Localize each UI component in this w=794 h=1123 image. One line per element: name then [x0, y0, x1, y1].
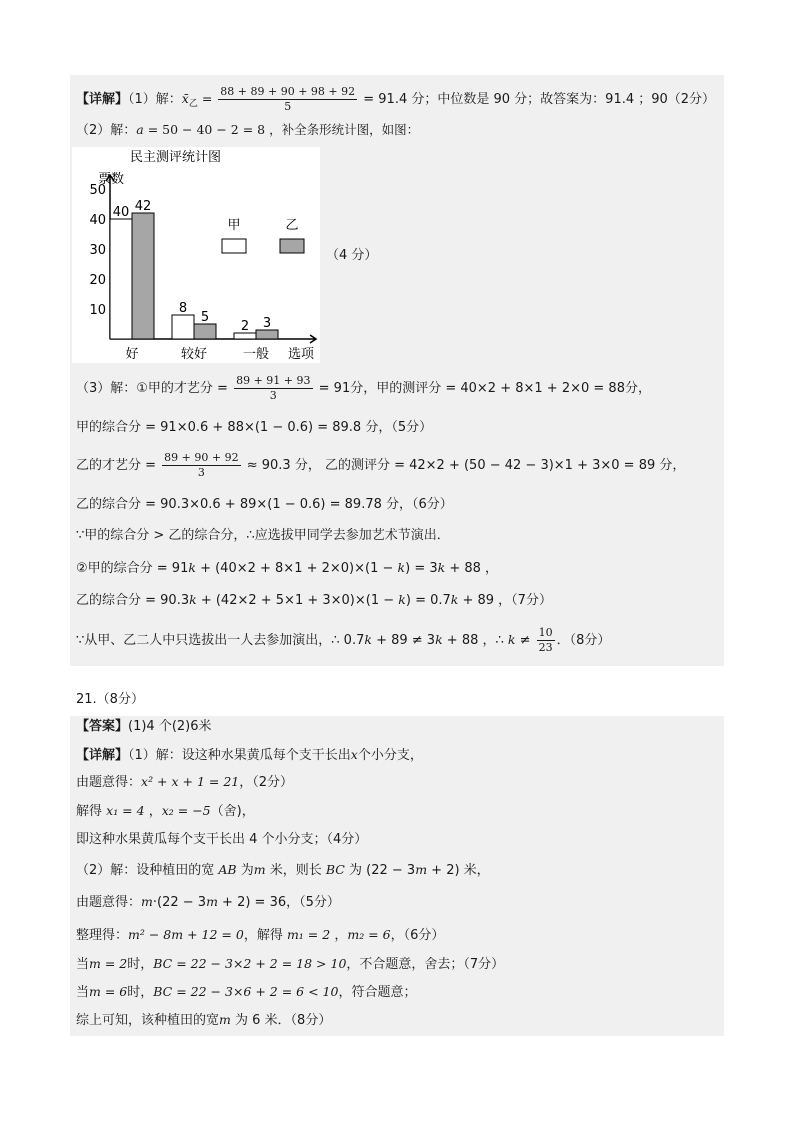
y-tick-label: 20 [89, 273, 106, 288]
y-axis-label: 票数 [98, 172, 125, 187]
q21-line8: 当m = 2时，BC = 22 − 3×2 + 2 = 18 > 10，不合题意，舍去；（7分） [76, 956, 505, 972]
bar [194, 324, 216, 339]
q21-line3: 解得 x₁ = 4 ，x₂ = −5（舍)， [76, 803, 255, 819]
detail-tag: 【详解】 [76, 92, 129, 107]
x-tick-label: 好 [125, 347, 139, 362]
q20-conclusion: ∵甲的综合分 > 乙的综合分，∴应选拔甲同学去参加艺术节演出． [76, 528, 450, 543]
bar-value-label: 40 [112, 205, 130, 220]
q21-line4: 即这种水果黄瓜每个支干长出 4 个小分支；（4分） [76, 832, 368, 847]
bar-value-label: 8 [178, 301, 188, 316]
legend-swatch [280, 239, 304, 253]
yi-talent-fraction: $\frac{89 + 90 + 92}{3}$ [164, 451, 239, 479]
q21-line9: 当m = 6时，BC = 22 − 3×6 + 2 = 6 < 10，符合题意； [76, 984, 417, 1000]
y-tick-label: 50 [89, 183, 106, 198]
q20-yi-talent-line: 乙的才艺分 = $\frac{89 + 90 + 92}{3}$ ≈ 90.3 分， 乙的测评分 = 42×2 + (50 − 42 − 3)×1 + 3×0 = 89 分， [76, 451, 686, 479]
q21-line7: 整理得：m² − 8m + 12 = 0，解得 m₁ = 2 ，m₂ = 6，（6分） [76, 927, 445, 943]
bar [132, 213, 154, 339]
bar-value-label: 3 [262, 316, 272, 331]
chart-title: 民主测评统计图 [130, 150, 222, 165]
q20-yi-total: 乙的综合分 = 90.3×0.6 + 89×(1 − 0.6) = 89.78 分，（6分） [76, 497, 453, 512]
bar-value-label: 2 [240, 319, 250, 334]
bar [110, 219, 132, 339]
legend-label: 甲 [227, 218, 241, 233]
q20-part4-final: ∵从甲、乙二人中只选拔出一人去参加演出，∴ 0.7k + 89 ≠ 3k + 88 ，∴ k ≠ $\frac{10}{23}$ ．（8分） [76, 626, 611, 654]
bar-value-label: 42 [134, 199, 152, 214]
q20-part3-line1: （3）解：①甲的才艺分 = $\frac{89 + 91 + 93}{3}$ = 91分，甲的测评分 = 40×2 + 8×1 + 2×0 = 88分， [76, 374, 651, 402]
y-tick-label: 10 [89, 303, 106, 318]
q21-line1: 【详解】（1）解：设这种水果黄瓜每个支干长出x个小分支， [76, 747, 423, 763]
x-axis-label: 选项 [288, 347, 315, 362]
legend-label: 乙 [285, 218, 299, 233]
q21-line10: 综上可知，该种植田的宽m 为 6 米．（8分） [76, 1012, 332, 1028]
q21-line2: 由题意得：x² + x + 1 = 21，（2分） [76, 774, 294, 790]
q20-jia-total: 甲的综合分 = 91×0.6 + 88×(1 − 0.6) = 89.8 分，（5分） [76, 420, 433, 435]
jia-talent-fraction: $\frac{89 + 91 + 93}{3}$ [236, 374, 311, 402]
q20-part4-yi: 乙的综合分 = 90.3k + (42×2 + 5×1 + 3×0)×(1 − k) = 0.7k + 89 ，（7分） [76, 592, 552, 608]
x-tick-label: 较好 [180, 347, 208, 362]
bar [172, 315, 194, 339]
q21-answer: 【答案】(1)4 个(2)6米 [76, 719, 212, 734]
q20-part1-line: 【详解】（1）解：$x̄_乙$ = $\frac{88 + 89 + 90 + 98 + 92}{5}$ = 91.4 分；中位数是 90 分；故答案为：91.4 ；90（2分） [76, 85, 716, 113]
y-tick-label: 40 [89, 213, 106, 228]
k-fraction: $\frac{10}{23}$ [538, 626, 553, 654]
q20-part4-jia: ②甲的综合分 = 91k + (40×2 + 8×1 + 2×0)×(1 − k) = 3k + 88 ， [76, 560, 499, 576]
bar-value-label: 5 [200, 310, 210, 325]
q21-line6: 由题意得：m·(22 − 3m + 2) = 36，（5分） [76, 894, 340, 910]
q20-part2-line: （2）解：a = 50 − 40 − 2 = 8 ，补全条形统计图，如图： [76, 122, 420, 138]
bar [256, 330, 278, 339]
q21-line5: （2）解：设种植田的宽 AB 为m 米，则长 BC 为 (22 − 3m + 2) 米， [76, 862, 490, 878]
x-tick-label: 一般 [242, 347, 270, 362]
chart-score: （4 分） [326, 248, 378, 263]
q21-heading: 21.（8分） [76, 692, 144, 707]
mean-fraction: $\frac{88 + 89 + 90 + 98 + 92}{5}$ [220, 85, 356, 113]
q20-solution-block [70, 75, 724, 666]
democratic-evaluation-bar-chart [72, 147, 320, 363]
y-tick-label: 30 [89, 243, 106, 258]
legend-swatch [222, 239, 246, 253]
q21-solution-block [70, 716, 724, 1036]
